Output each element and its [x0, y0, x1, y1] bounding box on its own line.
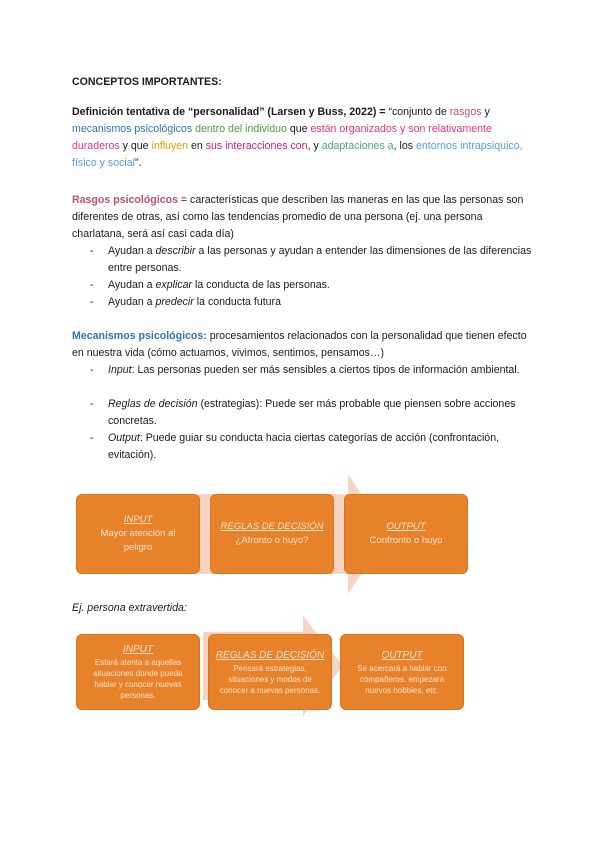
mecanismos-label: Mecanismos psicológicos: — [72, 330, 207, 342]
box-title: REGLAS DE DECISIÓN — [215, 649, 325, 661]
rasgos-item-1: Ayudan a describir a las personas y ayudan a entender las dimensiones de las diferencias entre personas. — [108, 245, 532, 274]
list-dash: - — [90, 398, 94, 410]
list-dash: - — [90, 245, 94, 257]
box-title: OUTPUT — [381, 649, 423, 661]
definition-part: dentro del individuo — [192, 123, 287, 135]
list-dash: - — [90, 364, 94, 376]
definition-part: , y — [307, 140, 322, 152]
definition-part: entornos intrapsiquico, físico y social — [72, 140, 523, 169]
definition-part: están organizados y son relativamente duraderos — [72, 123, 492, 152]
box-title: OUTPUT — [386, 521, 426, 532]
mecanismos-text: procesamientos relacionados con la personalidad que tienen efecto en nuestra vida (cómo actuamos, vivimos, sentimos, pensamos…) — [72, 330, 527, 359]
rasgos-item-3: Ayudan a predecir la conducta futura — [108, 296, 281, 308]
rasgos-paragraph — [72, 192, 528, 243]
rasgos-item-2: Ayudan a explicar la conducta de las personas. — [108, 279, 330, 291]
page-heading: CONCEPTOS IMPORTANTES: — [72, 76, 222, 88]
diagram1-rules-box — [210, 494, 334, 574]
definition-part: que — [286, 123, 311, 135]
box-title: INPUT — [123, 514, 153, 525]
rasgos-label: Rasgos psicológicos — [72, 194, 178, 206]
box-body: Confronto o huyo — [369, 535, 443, 546]
list-dash: - — [90, 279, 94, 291]
example-label: Ej. persona extravertida: — [72, 602, 187, 614]
mecanismos-paragraph — [72, 328, 528, 362]
definition-part: ”. — [135, 157, 142, 169]
definition-part: , los — [393, 140, 416, 152]
box-body: ¿Afronto o huyo? — [235, 535, 309, 546]
box-body: Mayor atención al peligro — [100, 528, 176, 553]
diagram1-input-box — [76, 494, 200, 574]
box-body: Estará atenta a aquellas situaciones donde pueda hablar y conocer nuevas personas. — [93, 658, 183, 700]
diagram2-rules-box — [208, 634, 332, 710]
box-title: INPUT — [123, 644, 153, 655]
box-body: Pensará estrategias, situaciones y modos de conocer a nuevas personas. — [219, 663, 321, 695]
mecanismos-item-3: Output: Puede guiar su conducta hacia ciertas categorías de acción (confrontación, evitación). — [108, 432, 500, 461]
diagram1-output-box — [344, 494, 468, 574]
definition-part: mecanismos psicológicos — [72, 123, 193, 135]
definition-part: y que — [119, 140, 152, 152]
mecanismos-item-1: Input: Las personas pueden ser más sensibles a ciertos tipos de información ambiental. — [108, 364, 520, 376]
definition-part: rasgos — [449, 106, 482, 118]
definition-part: adaptaciones a — [321, 140, 394, 152]
box-body: Se acercará a hablar con compañeros, empezará nuevos hobbies, etc. — [357, 663, 447, 695]
definition-part: sus interacciones con — [205, 140, 308, 152]
definition-part: influyen — [151, 140, 189, 152]
list-dash: - — [90, 432, 94, 444]
definition-part: en — [188, 140, 206, 152]
definition-part: y — [481, 106, 490, 118]
box-title: REGLAS DE DECISIÓN — [220, 521, 324, 532]
diagram2-output-box — [340, 634, 464, 710]
definition-paragraph — [72, 104, 528, 172]
list-dash: - — [90, 296, 94, 308]
definition-label: Definición tentativa de “personalidad” (Larsen y Buss, 2022) = — [72, 106, 386, 118]
diagram2-input-box — [76, 634, 200, 710]
mecanismos-item-2: Reglas de decisión (estrategias): Puede ser más probable que piensen sobre acciones concretas. — [108, 398, 516, 427]
definition-part: “conjunto de — [388, 106, 450, 118]
rasgos-text: = características que describen las maneras en las que las personas son diferentes de otras, así como las tendencias promedio de una persona (ej. una persona charlatana, será así casi cada día) — [72, 194, 524, 240]
